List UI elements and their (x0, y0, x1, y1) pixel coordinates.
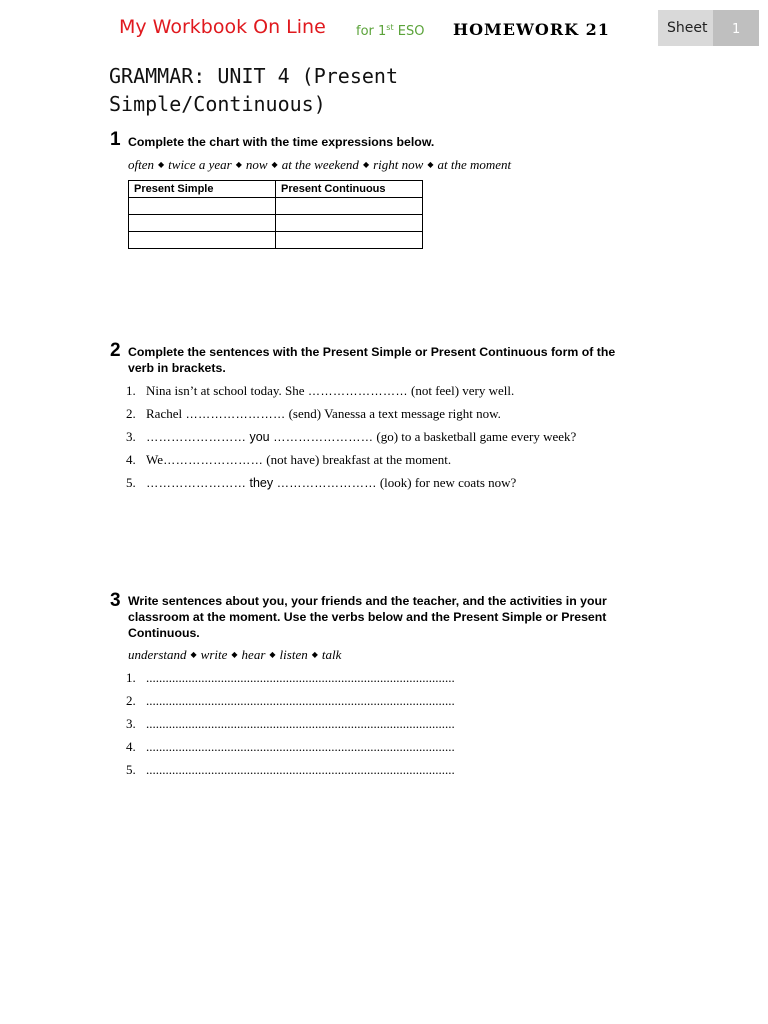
sentence-item (126, 406, 576, 429)
word-bank-item: right now (373, 157, 424, 172)
chart-cell[interactable] (129, 198, 276, 215)
item-number: 5. (126, 762, 136, 777)
chart-header-present-simple: Present Simple (129, 181, 276, 198)
chart-row (129, 198, 423, 215)
brand-title: My Workbook On Line (119, 16, 326, 38)
chart-cell[interactable] (276, 198, 423, 215)
answer-blank[interactable]: …………………… (146, 476, 246, 490)
dotted-answer-line[interactable]: ............................................................................................... (146, 670, 455, 685)
diamond-separator-icon: ◆ (427, 160, 434, 169)
chart-cell[interactable] (129, 215, 276, 232)
word-bank-item: listen (279, 647, 308, 662)
exercise-3-number: 3 (110, 590, 121, 611)
sentence-text: (look) for new coats now? (376, 475, 517, 490)
exercise-2-instruction: Complete the sentences with the Present Simple or Present Continuous form of the verb in brackets. (128, 345, 616, 375)
writing-line (126, 739, 455, 762)
exercise-3-lines (126, 670, 455, 785)
word-bank-item: hear (241, 647, 266, 662)
diamond-separator-icon: ◆ (362, 160, 370, 169)
answer-blank[interactable]: …………………… (185, 407, 286, 421)
diamond-separator-icon: ◆ (271, 160, 278, 169)
sentence-text: (not have) breakfast at the moment. (263, 452, 452, 467)
item-number: 2. (126, 693, 136, 708)
diamond-separator-icon: ◆ (190, 650, 197, 659)
diamond-separator-icon: ◆ (235, 160, 242, 169)
exercise-3-word-bank (128, 647, 341, 663)
sentence-text: We (146, 452, 163, 467)
sentence-text: (go) to a basketball game every week? (373, 429, 577, 444)
sentence-text: you (246, 430, 274, 444)
sheet-number: 1 (732, 22, 741, 37)
exercise-2-number: 2 (110, 340, 121, 361)
item-number: 1. (126, 383, 136, 398)
word-bank-item: at the weekend (281, 157, 359, 172)
chart-cell[interactable] (276, 232, 423, 249)
sentence-text: Rachel (146, 406, 186, 421)
diamond-separator-icon: ◆ (231, 650, 238, 659)
sentence-text: Nina isn’t at school today. She (146, 383, 308, 398)
sheet-label: Sheet (667, 20, 708, 36)
brand-for: for 1 (356, 24, 387, 39)
brand-eso: ESO (393, 24, 425, 39)
item-number: 1. (126, 670, 136, 685)
chart-cell[interactable] (129, 232, 276, 249)
writing-line (126, 716, 455, 739)
sentence-item (126, 383, 576, 406)
chart-cell[interactable] (276, 215, 423, 232)
dotted-answer-line[interactable]: ............................................................................................... (146, 716, 455, 731)
chart-header-present-continuous: Present Continuous (276, 181, 423, 198)
sentence-item (126, 429, 576, 452)
answer-blank[interactable]: …………………… (273, 430, 374, 444)
brand-superscript: st (386, 23, 394, 32)
word-bank-item: understand (128, 647, 187, 662)
diamond-separator-icon: ◆ (269, 650, 276, 659)
dotted-answer-line[interactable]: ............................................................................................... (146, 762, 455, 777)
word-bank-item: at the moment (437, 157, 512, 172)
sentence-item (126, 452, 576, 475)
diamond-separator-icon: ◆ (311, 650, 318, 659)
page-header (0, 0, 768, 50)
writing-line (126, 762, 455, 785)
exercise-2-sentences (126, 383, 576, 498)
sentence-text: they (246, 476, 277, 490)
item-number: 3. (126, 429, 136, 444)
word-bank-item: talk (321, 647, 342, 662)
item-number: 3. (126, 716, 136, 731)
exercise-1-instruction: Complete the chart with the time expressions below. (128, 135, 435, 149)
word-bank-item: now (245, 157, 268, 172)
chart-row (129, 215, 423, 232)
chart-header-row (129, 181, 423, 198)
exercise-1-word-bank (128, 157, 511, 173)
dotted-answer-line[interactable]: ............................................................................................... (146, 693, 455, 708)
sentence-item (126, 475, 576, 498)
dotted-answer-line[interactable]: ............................................................................................... (146, 739, 455, 754)
item-number: 4. (126, 739, 136, 754)
writing-line (126, 693, 455, 716)
word-bank-item: twice a year (168, 157, 232, 172)
word-bank-item: write (200, 647, 228, 662)
word-bank-item: often (128, 157, 154, 172)
exercise-1-chart (128, 180, 423, 249)
answer-blank[interactable]: …………………… (307, 384, 408, 398)
answer-blank[interactable]: …………………… (276, 476, 377, 490)
item-number: 5. (126, 475, 136, 490)
exercise-1-number: 1 (110, 129, 121, 150)
sentence-text: (not feel) very well. (407, 383, 515, 398)
exercise-3-instruction: Write sentences about you, your friends and the teacher, and the activities in your classroom at the moment. Use the verbs below and the Present Simple or Present Continuous. (128, 594, 607, 640)
writing-line (126, 670, 455, 693)
answer-blank[interactable]: …………………… (146, 430, 246, 444)
answer-blank[interactable]: …………………… (163, 453, 263, 467)
item-number: 2. (126, 406, 136, 421)
chart-row (129, 232, 423, 249)
item-number: 4. (126, 452, 136, 467)
diamond-separator-icon: ◆ (158, 160, 165, 169)
sentence-text: (send) Vanessa a text message right now. (285, 406, 501, 421)
sheet-number-box (713, 10, 759, 46)
brand-level (356, 23, 424, 39)
homework-label: HOMEWORK 21 (453, 20, 610, 39)
page-title: GRAMMAR: UNIT 4 (Present Simple/Continuous) (109, 64, 398, 116)
